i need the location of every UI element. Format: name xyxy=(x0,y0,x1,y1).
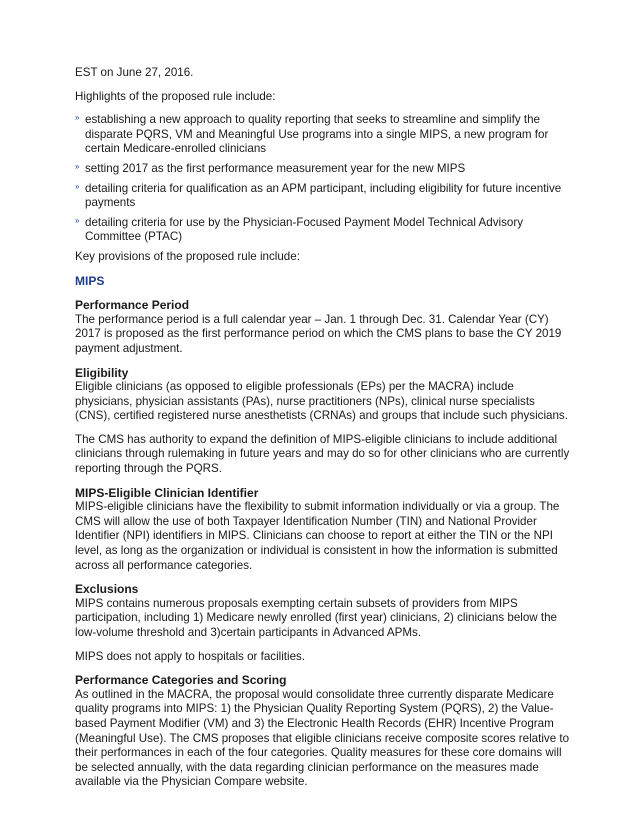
list-item-text: establishing a new approach to quality reporting that seeks to streamline and simplify the disparate PQRS, VM and Meaningful Use programs into a single MIPS, a new program for certain Medicare-enrolled clinicians xyxy=(85,113,549,156)
list-item xyxy=(75,113,571,157)
bullet-marker-icon: » xyxy=(75,161,80,171)
highlights-list xyxy=(75,113,571,245)
performance-period-heading: Performance Period xyxy=(75,298,190,313)
scoring-section xyxy=(75,673,571,790)
list-item-text: setting 2017 as the first performance measurement year for the new MIPS xyxy=(85,161,466,175)
highlights-intro: Highlights of the proposed rule include: xyxy=(75,89,276,103)
key-provisions-intro: Key provisions of the proposed rule include: xyxy=(75,249,300,263)
list-item xyxy=(75,216,571,245)
exclusions-heading: Exclusions xyxy=(75,582,139,597)
scoring-heading: Performance Categories and Scoring xyxy=(75,673,287,688)
eligibility-section xyxy=(75,366,571,477)
intro-line: EST on June 27, 2016. xyxy=(75,66,194,79)
bullet-marker-icon: » xyxy=(75,113,80,123)
document-content xyxy=(75,66,571,799)
identifier-heading: MIPS-Eligible Clinician Identifier xyxy=(75,485,259,500)
exclusions-section xyxy=(75,582,571,664)
bullet-marker-icon: » xyxy=(75,215,80,225)
eligibility-body-2: The CMS has authority to expand the definition of MIPS-eligible clinicians to include additional clinicians through rulemaking in future years and may do so for other clinicians who are currently reporting through the PQRS. xyxy=(75,432,570,476)
performance-period-section xyxy=(75,298,571,356)
exclusions-body: MIPS contains numerous proposals exempting certain subsets of providers from MIPS participation, including 1) Medicare newly enrolled (first year) clinicians, 2) clinicians below the low-volume threshold and 3)certain participants in Advanced APMs. xyxy=(75,596,558,639)
identifier-section xyxy=(75,486,571,574)
list-item xyxy=(75,182,571,211)
bullet-marker-icon: » xyxy=(75,181,80,191)
identifier-body: MIPS-eligible clinicians have the flexibility to submit information individually or via a group. The CMS will allow the use of both Taxpayer Identification Number (TIN) and National Provider Identifier (NPI) identifiers in MIPS. Clinicians can choose to report at either the TIN or the NPI level, as long as the organization or individual is consistent in how the information is submitted across all performance categories. xyxy=(75,500,560,572)
list-item-text: detailing criteria for use by the Physician-Focused Payment Model Technical Advisory Committee (PTAC) xyxy=(85,215,523,244)
eligibility-heading: Eligibility xyxy=(75,365,129,380)
list-item-text: detailing criteria for qualification as an APM participant, including eligibility for future incentive payments xyxy=(85,181,562,210)
performance-period-body: The performance period is a full calendar year – Jan. 1 through Dec. 31. Calendar Year (CY) 2017 is proposed as the first performance period on which the CMS plans to base the CY 2019 payment adjustment. xyxy=(75,312,562,355)
list-item xyxy=(75,162,571,177)
scoring-body: As outlined in the MACRA, the proposal would consolidate three currently disparate Medicare quality programs into MIPS: 1) the Physician Quality Reporting System (PQRS), 2) the Value-based Payment Modifier (VM) and 3) the Electronic Health Records (EHR) Incentive Program (Meaningful Use). The CMS proposes that eligible clinicians receive composite scores relative to their performances in each of the four categories. Quality measures for these core domains will be selected annually, with the data regarding clinician performance on the measures made available via the Physician Compare website. xyxy=(75,687,570,789)
eligibility-body: Eligible clinicians (as opposed to eligible professionals (EPs) per the MACRA) include physicians, physician assistants (PAs), nurse practitioners (NPs), clinical nurse specialists (CNS), certified registered nurse anesthetists (CRNAs) and groups that include such physicians. xyxy=(75,380,568,423)
section-title: MIPS xyxy=(75,273,105,288)
exclusions-body-2: MIPS does not apply to hospitals or facilities. xyxy=(75,649,306,663)
